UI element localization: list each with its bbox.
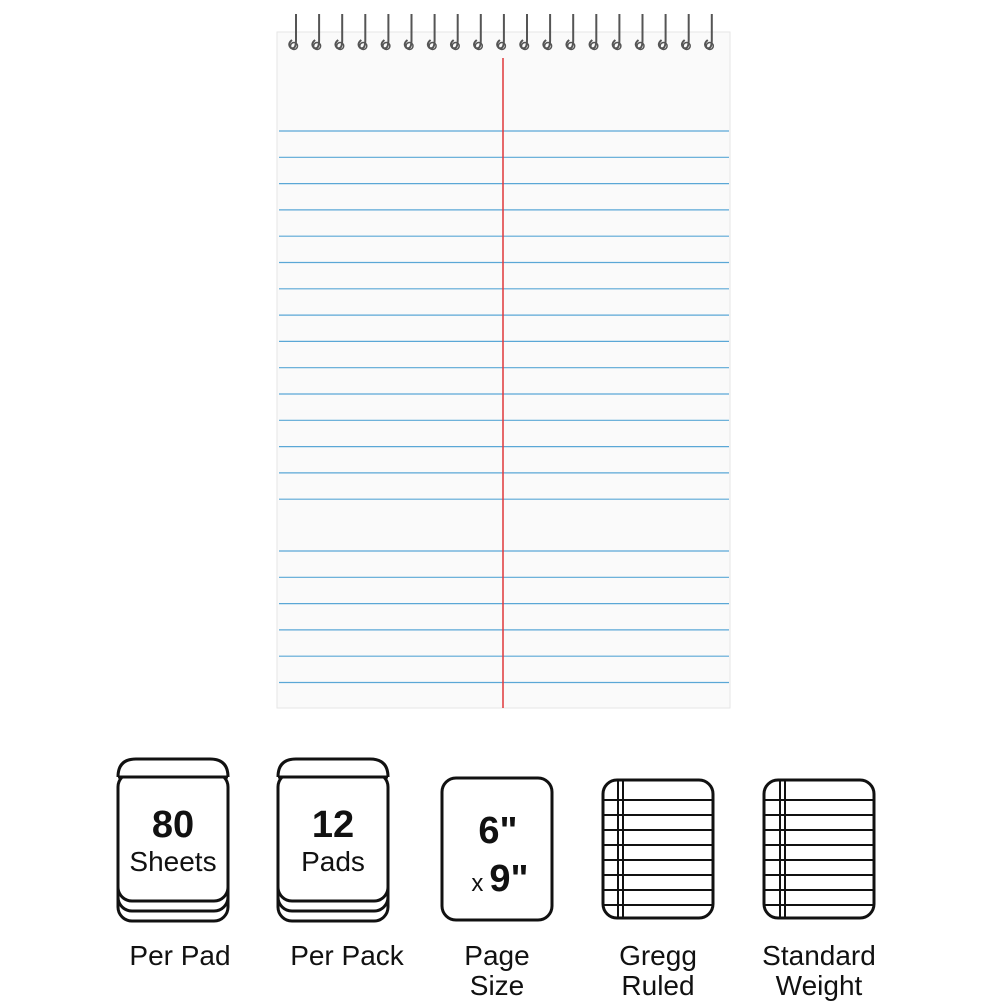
pads-caption: Per Pack bbox=[290, 940, 404, 971]
page-width: 6" bbox=[478, 810, 518, 852]
feature-pads bbox=[260, 755, 420, 1000]
page-height-row bbox=[425, 859, 575, 904]
pads-label: Pads bbox=[301, 846, 365, 877]
sheets-label: Sheets bbox=[129, 846, 217, 877]
sheets-count: 80 bbox=[151, 804, 195, 846]
feature-page-size bbox=[420, 755, 580, 1000]
page-size-caption: Page Size bbox=[464, 940, 530, 1001]
page-height: 9" bbox=[489, 858, 529, 900]
gregg-ruled-icon bbox=[580, 755, 740, 935]
sheets-caption: Per Pad bbox=[129, 940, 231, 971]
standard-weight-caption: Standard Weight bbox=[762, 940, 876, 1001]
times-symbol: x bbox=[471, 870, 484, 897]
feature-sheets bbox=[100, 755, 260, 1000]
feature-standard-weight bbox=[740, 755, 900, 1000]
ruled-paper-icon bbox=[740, 755, 900, 935]
pads-count: 12 bbox=[311, 804, 355, 846]
feature-gregg-ruled bbox=[580, 755, 740, 1000]
gregg-ruled-caption: Gregg Ruled bbox=[619, 940, 697, 1001]
